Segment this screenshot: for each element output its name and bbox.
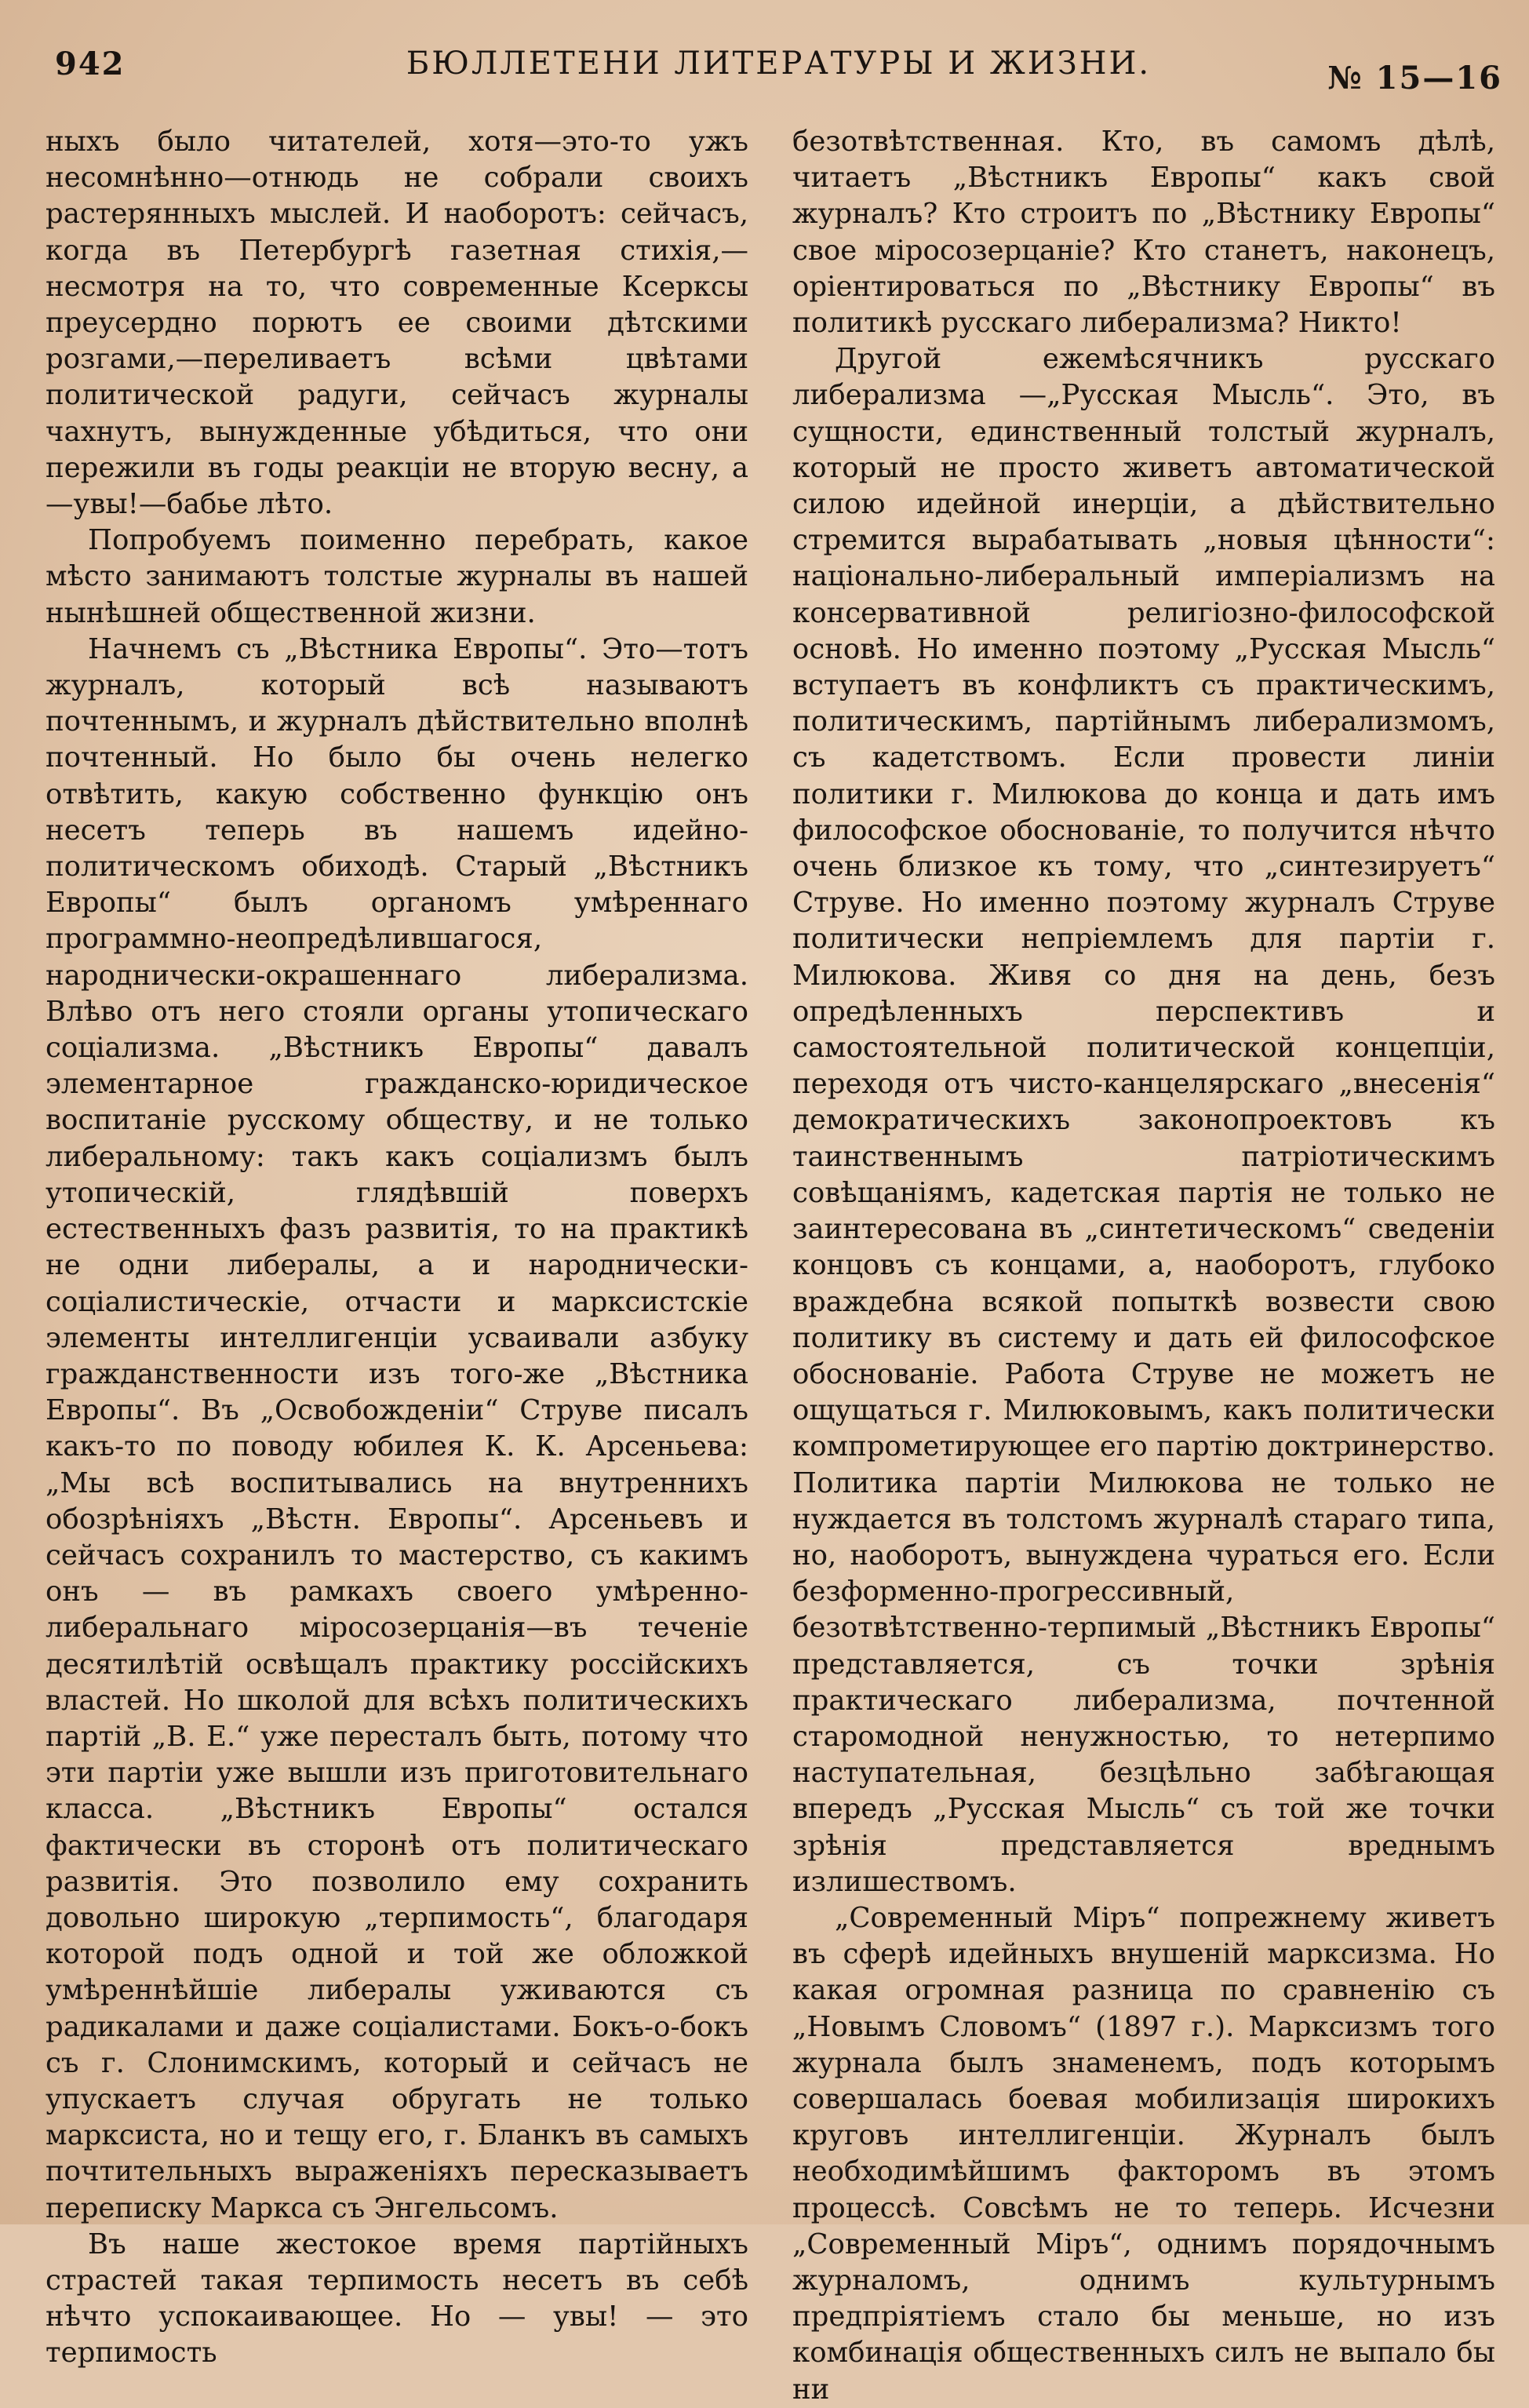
issue-number: № 15—16 xyxy=(1327,60,1502,97)
paragraph: Другой ежемѣсячникъ русскаго либерализма —„Русская Мысль“. Это, въ сущности, единственный толстый журналъ, который не просто живетъ автоматической силою идейной инерціи, а дѣйствительно стремится вырабатывать „новыя цѣнности“: національно-либеральный имперіализмъ на консервативной религіозно-философской основѣ. Но именно поэтому „Русская Мысль“ вступаетъ въ конфликтъ съ практическимъ, политическимъ, партійнымъ либерализмомъ, съ кадетствомъ. Если провести линіи политики г. Милюкова до конца и дать имъ философское обоснованіе, то получится нѣчто очень близкое къ тому, что „синтезируетъ“ Струве. Но именно поэтому журналъ Струве политически непріемлемъ для партіи г. Милюкова. Живя со дня на день, безъ опредѣленныхъ перспективъ и самостоятельной политической концепціи, переходя отъ чисто-канцелярскаго „внесенія“ демократическихъ законопроектовъ къ таинственнымъ патріотическимъ совѣщаніямъ, кадетская партія не только не заинтересована въ „синтетическомъ“ сведеніи концовъ съ концами, а, наоборотъ, глубоко враждебна всякой попыткѣ возвести свою политику въ систему и дать ей философское обоснованіе. Работа Струве не можетъ не ощущаться г. Милюковымъ, какъ политически компрометирующее его партію доктринерство. Политика партіи Милюкова не только не нуждается въ толстомъ журналѣ стараго типа, но, наоборотъ, вынуждена чураться его. Если безформенно-прогрессивный, безотвѣтственно-терпимый „Вѣстникъ Европы“ представляется, съ точки зрѣнія практическаго либерализма, почтенной старомодной ненужностью, то нетерпимо наступательная, безцѣльно забѣгающая впередъ „Русская Мысль“ съ той же точки зрѣнія представляется вреднымъ излишествомъ. xyxy=(792,343,1495,1898)
running-header xyxy=(55,46,1502,100)
page-number: 942 xyxy=(55,46,126,82)
paragraph: Въ наше жестокое время партійныхъ страстей такая терпимость несетъ въ себѣ нѣчто успокаивающее. Но — увы! — это терпимость xyxy=(46,2228,748,2370)
left-column xyxy=(46,124,748,2370)
paragraph: Начнемъ съ „Вѣстника Европы“. Это—тотъ журналъ, который всѣ называютъ почтеннымъ, и журналъ дѣйствительно вполнѣ почтенный. Но было бы очень нелегко отвѣтить, какую собственно функцію онъ несетъ теперь въ нашемъ идейно-политическомъ обиходѣ. Старый „Вѣстникъ Европы“ былъ органомъ умѣреннаго программно-неопредѣлившагося, народнически-окрашеннаго либерализма. Влѣво отъ него стояли органы утопическаго соціализма. „Вѣстникъ Европы“ давалъ элементарное гражданско-юридическое воспитаніе русскому обществу, и не только либеральному: такъ какъ соціализмъ былъ утопическій, глядѣвшій поверхъ естественныхъ фазъ развитія, то на практикѣ не одни либералы, а и народнически-соціалистическіе, отчасти и марксистскіе элементы интеллигенціи усваивали азбуку гражданственности изъ того-же „Вѣстника Европы“. Въ „Освобожденіи“ Струве писалъ какъ-то по поводу юбилея К. К. Арсеньева: „Мы всѣ воспитывались на внутреннихъ обозрѣніяхъ „Вѣстн. Европы“. Арсеньевъ и сейчасъ сохранилъ то мастерство, съ какимъ онъ — въ рамкахъ своего умѣренно-либеральнаго міросозерцанія—въ теченіе десятилѣтій освѣщалъ практику россійскихъ властей. Но школой для всѣхъ политическихъ партій „В. Е.“ уже пересталъ быть, потому что эти партіи уже вышли изъ приготовительнаго класса. „Вѣстникъ Европы“ остался фактически въ сторонѣ отъ политическаго развитія. Это позволило ему сохранить довольно широкую „терпимость“, благодаря которой подъ одной и той же обложкой умѣреннѣйшіе либералы уживаются съ радикалами и даже соціалистами. Бокъ-о-бокъ съ г. Слонимскимъ, который и сейчасъ не упускаетъ случая обругать не только марксиста, но и тещу его, г. Бланкъ въ самыхъ почтительныхъ выраженіяхъ пересказываетъ переписку Маркса съ Энгельсомъ. xyxy=(46,632,748,2224)
right-column xyxy=(792,124,1495,2406)
paragraph: ныхъ было читателей, хотя—это-то ужъ несомнѣнно—отнюдь не собрали своихъ растерянныхъ мыслей. И наоборотъ: сейчасъ, когда въ Петербургѣ газетная стихія,—несмотря на то, что современные Ксерксы преусердно порютъ ее своими дѣтскими розгами,—переливаетъ всѣми цвѣтами политической радуги, сейчасъ журналы чахнутъ, вынужденные убѣдиться, что они пережили въ годы реакціи не вторую весну, а—увы!—бабье лѣто. xyxy=(46,126,748,521)
running-title: БЮЛЛЕТЕНИ ЛИТЕРАТУРЫ И ЖИЗНИ. xyxy=(406,46,1152,82)
paragraph: „Современный Міръ“ попрежнему живетъ въ сферѣ идейныхъ внушеній марксизма. Но какая огромная разница по сравненію съ „Новымъ Словомъ“ (1897 г.). Марксизмъ того журнала былъ знаменемъ, подъ которымъ совершалась боевая мобилизація широкихъ круговъ интеллигенціи. Журналъ былъ необходимѣйшимъ факторомъ въ этомъ процессѣ. Совсѣмъ не то теперь. Исчезни „Современный Міръ“, однимъ порядочнымъ журналомъ, однимъ культурнымъ предпріятіемъ стало бы меньше, но изъ комбинація общественныхъ силъ не выпало бы ни xyxy=(792,1901,1495,2406)
paragraph: безотвѣтственная. Кто, въ самомъ дѣлѣ, читаетъ „Вѣстникъ Европы“ какъ свой журналъ? Кто строитъ по „Вѣстнику Европы“ свое міросозерцаніе? Кто станетъ, наконецъ, оріентироваться по „Вѣстнику Европы“ въ политикѣ русскаго либерализма? Никто! xyxy=(792,126,1495,340)
paragraph: Попробуемъ поименно перебрать, какое мѣсто занимаютъ толстые журналы въ нашей нынѣшней общественной жизни. xyxy=(46,524,748,629)
